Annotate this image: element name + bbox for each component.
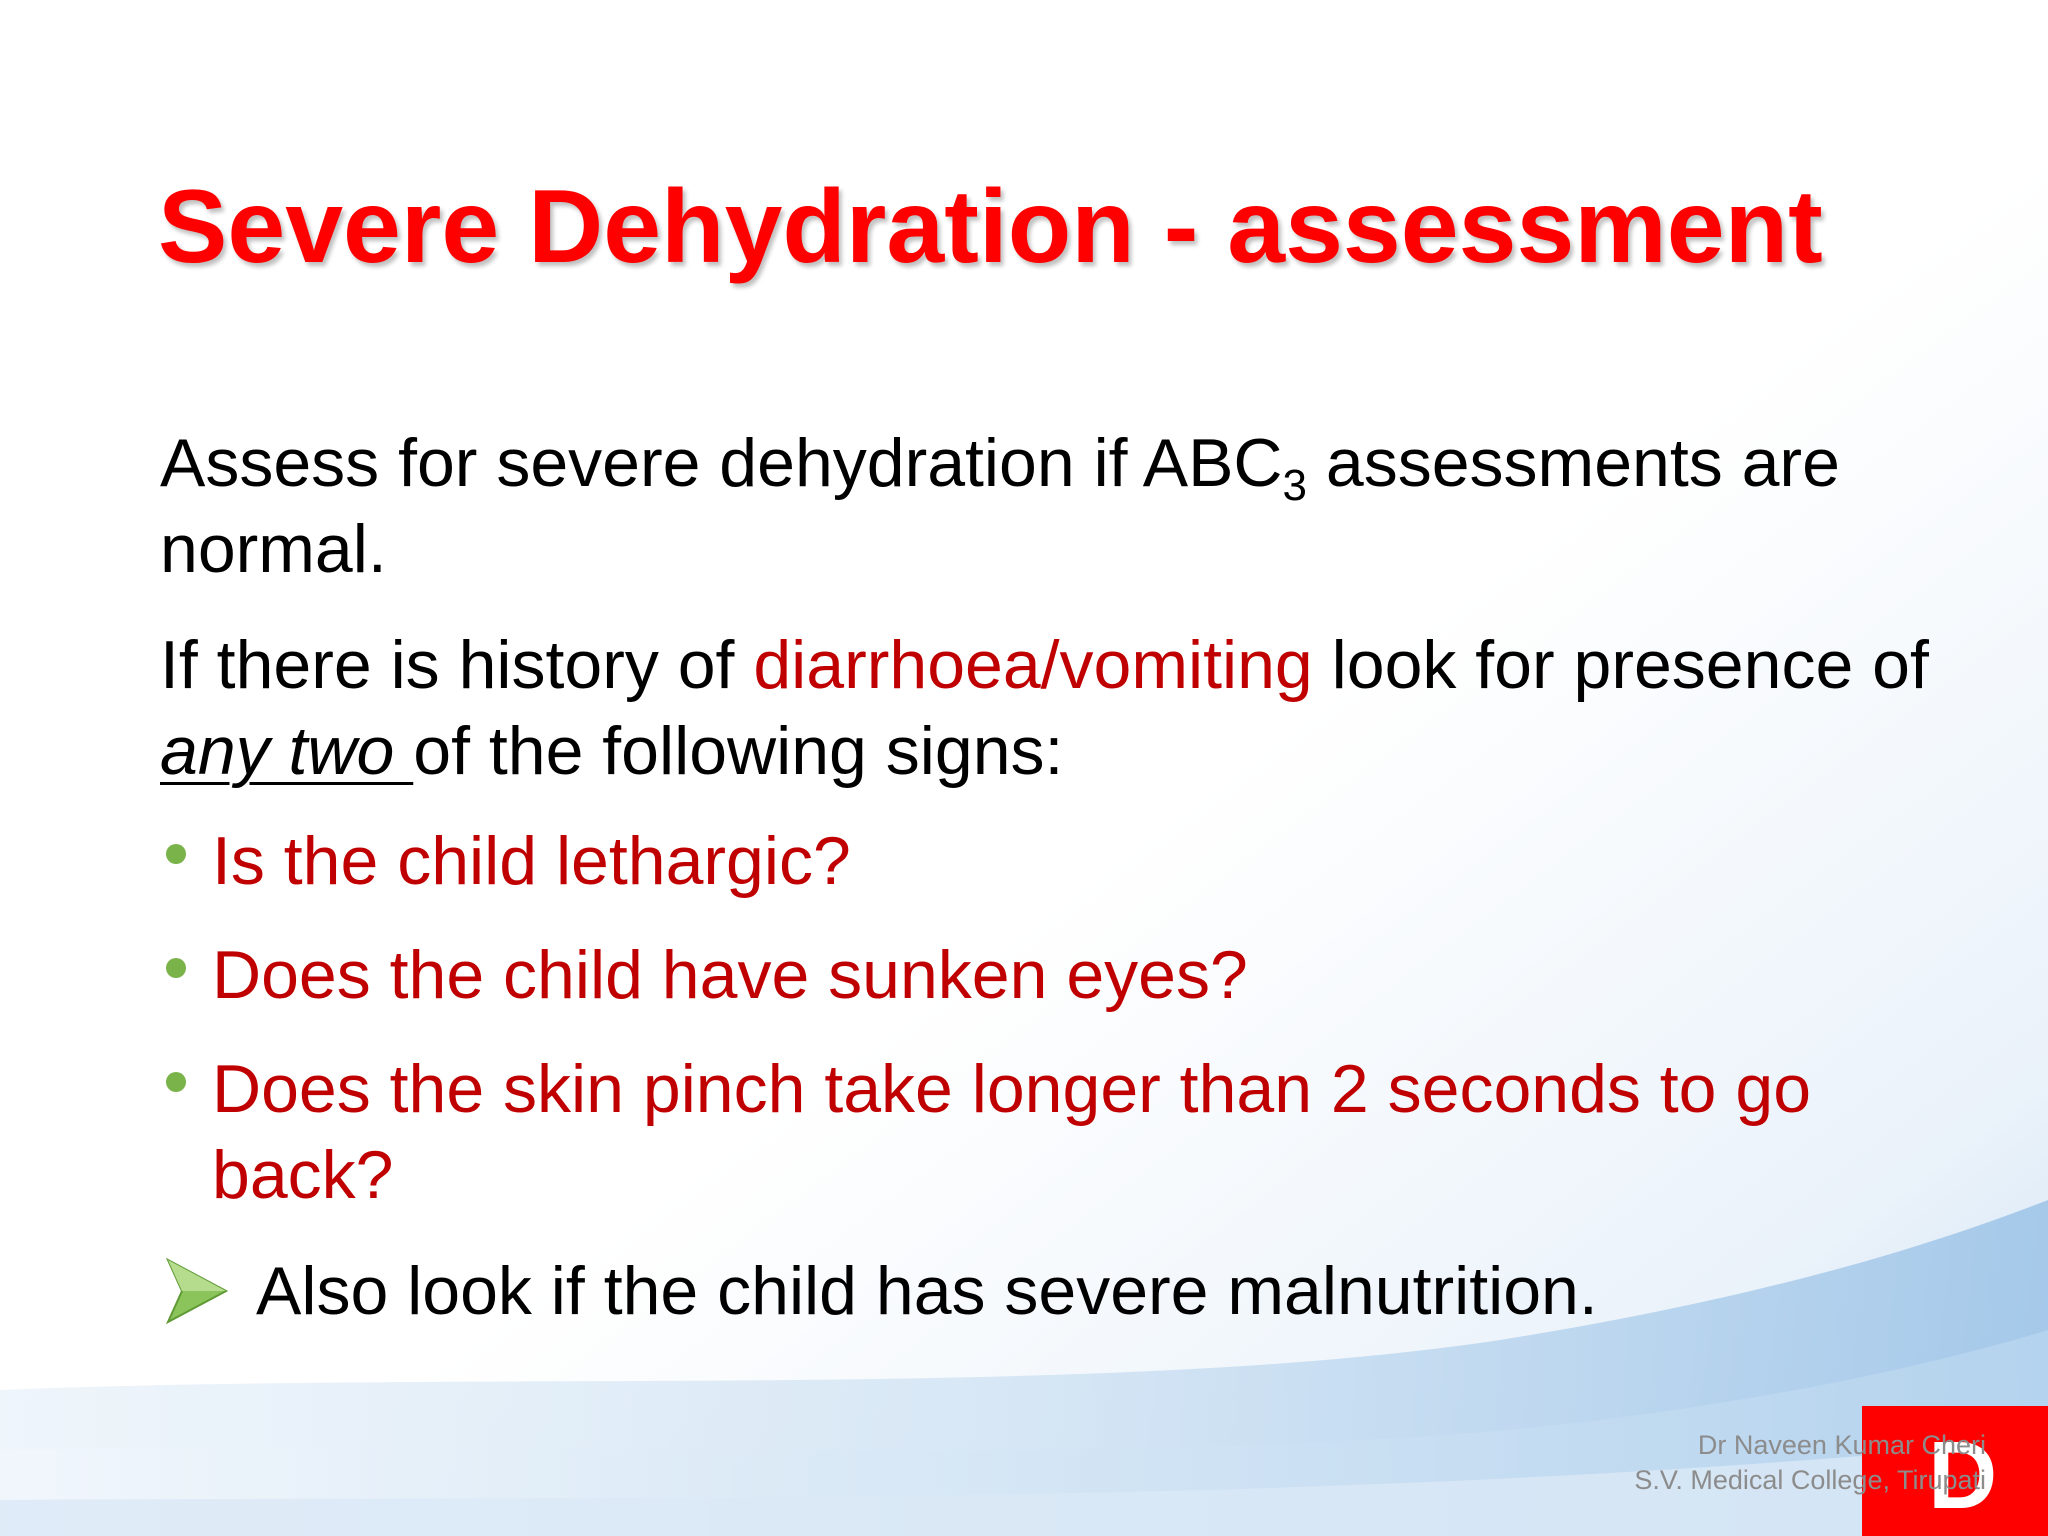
list-item — [160, 818, 1920, 904]
sign-lethargic: Is the child lethargic? — [212, 823, 851, 899]
green-dot-bullet-icon — [166, 844, 186, 864]
abc-subscript: 3 — [1282, 461, 1308, 510]
signs-list — [160, 818, 1920, 1246]
intro-text: Assess for severe dehydration if ABC — [160, 425, 1283, 501]
author-name: Dr Naveen Kumar Cheri — [1697, 1430, 1986, 1460]
author-credit — [1634, 1428, 1986, 1498]
author-institution: S.V. Medical College, Tirupati — [1634, 1465, 1986, 1495]
history-text-2: look for presence of — [1312, 627, 1929, 703]
intro-paragraph — [160, 420, 1940, 592]
green-dot-bullet-icon — [166, 1072, 186, 1092]
sign-skin-pinch: Does the skin pinch take longer than 2 seconds to go back? — [212, 1051, 1812, 1213]
history-text-1: If there is history of — [160, 627, 754, 703]
malnutrition-text: Also look if the child has severe malnutrition. — [256, 1253, 1598, 1329]
diarrhoea-highlight: diarrhoea/vomiting — [753, 627, 1313, 703]
intro-text-end: assessments are normal. — [160, 425, 1840, 587]
slide-title: Severe Dehydration - assessment — [158, 169, 1823, 285]
logo-letter: D — [1928, 1422, 1998, 1529]
history-paragraph — [160, 622, 1940, 794]
list-item — [160, 1046, 1920, 1218]
list-item — [160, 932, 1920, 1018]
any-two-emphasis: any two — [160, 713, 414, 789]
malnutrition-note — [166, 1248, 1598, 1334]
history-text-3: of the following signs: — [413, 713, 1064, 789]
green-dot-bullet-icon — [166, 958, 186, 978]
green-arrow-bullet-icon — [166, 1258, 228, 1324]
sign-sunken-eyes: Does the child have sunken eyes? — [212, 937, 1248, 1013]
